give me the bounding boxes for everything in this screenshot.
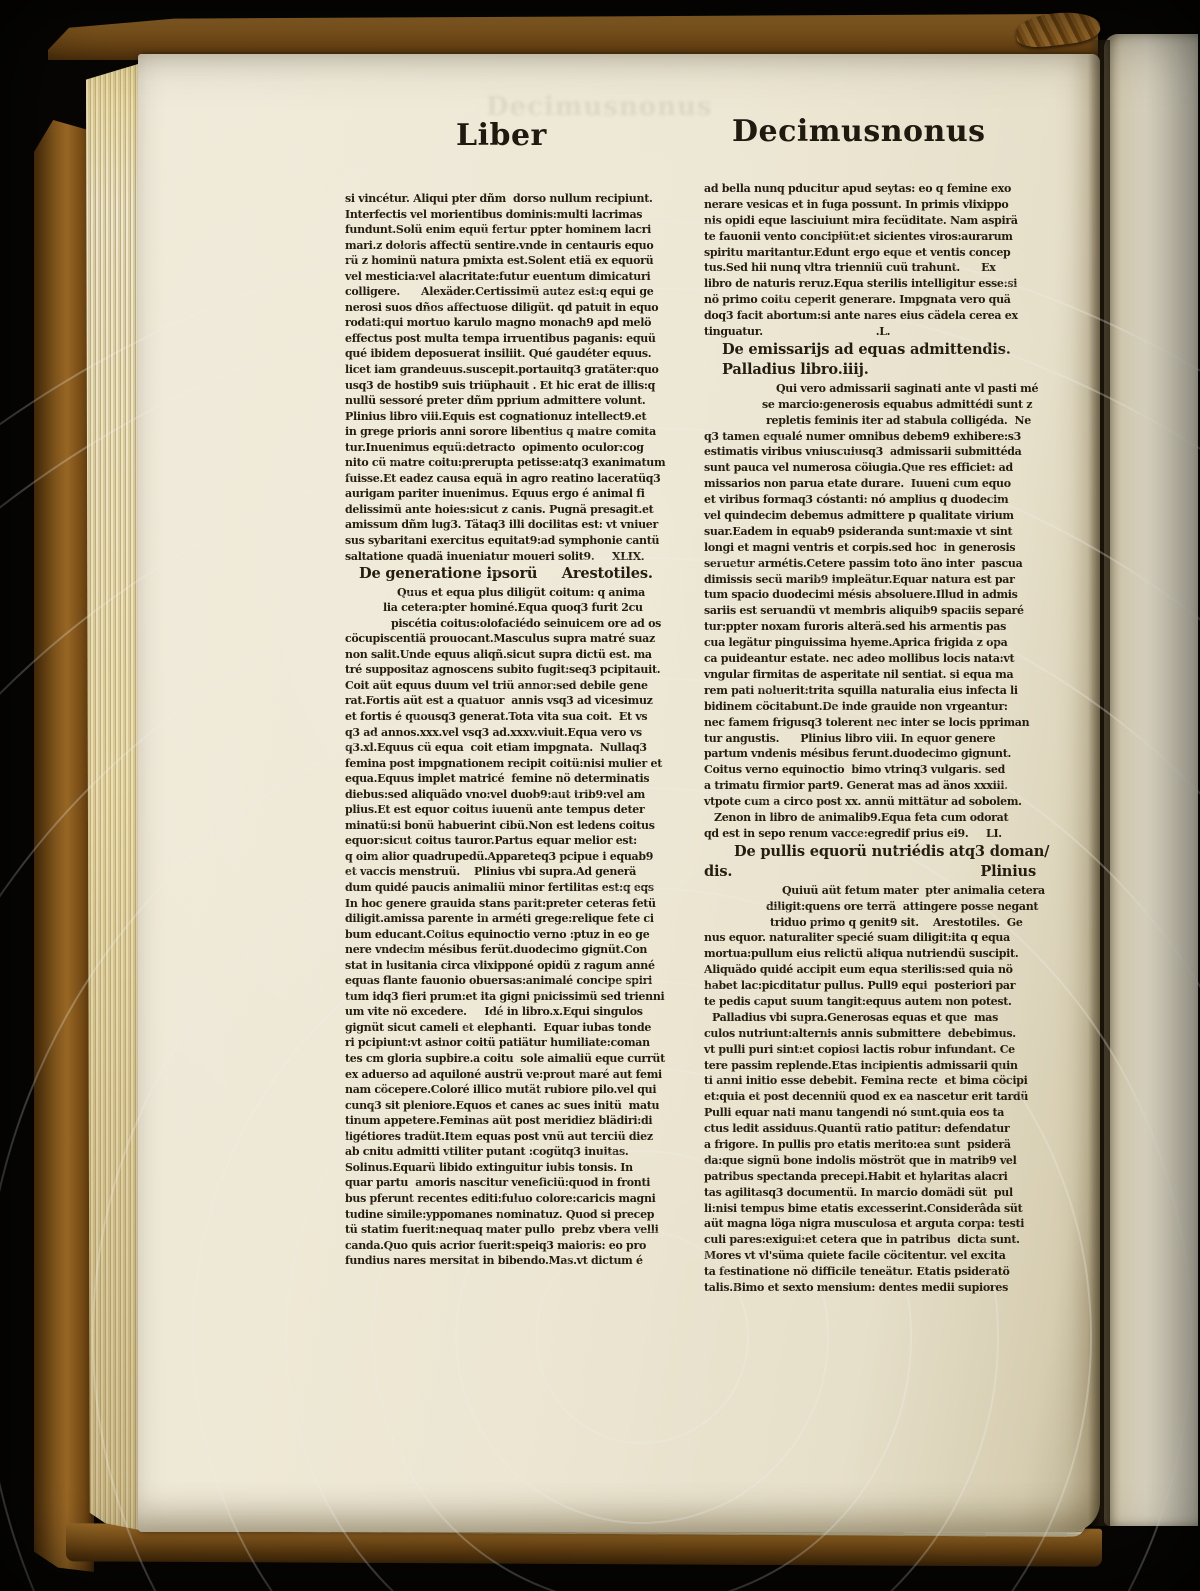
text-line: In hoc genere grauida stans parit:preter ceteras fetü xyxy=(345,896,656,910)
text-line: rü z hominü natura pmixta est.Solent etiä ex equorü xyxy=(345,254,654,268)
text-line: Mores vt vl'süma quiete facile cöcitentur. vel excita xyxy=(704,1249,1006,1263)
text-line: ab cnitu admitti vtiliter putant :cogütq3 inuitas. xyxy=(345,1145,629,1159)
text-line: equas flante fauonio obuersas:animalé concipe spiri xyxy=(345,974,652,988)
text-line: li:nisi tempus bime etatis excesserint.Considerâda süt xyxy=(704,1201,1023,1215)
text-line: bidinem cöcitabunt.De inde grauide non vrgeantur: xyxy=(704,699,1008,713)
text-line: Aliquädo quidé accipit eum equa sterilis:sed quia nö xyxy=(704,963,1013,977)
text-line: libro de naturis reruz.Equa sterilis intelligitur esse:si xyxy=(704,277,1018,291)
text-line: nerosi suos dños affectuose diligüt. qd patuit in equo xyxy=(345,300,659,314)
text-line: ex aduerso ad aquiloné austrü ve:prout maré aut femi xyxy=(345,1067,662,1081)
text-line: tur:ppter noxam furoris alterä.sed his armentis pas xyxy=(704,620,1006,634)
text-line: vtpote cum a circo post xx. annü mittätur ad sobolem. xyxy=(704,795,1022,809)
text-line: estimatis viribus vniuscuiusq3 admissarii submittéda xyxy=(704,445,1022,459)
text-line: patribus spectanda precepi.Habit et hylaritas alacri xyxy=(704,1169,1008,1183)
chapter-heading-line: Palladius libro.iiij. xyxy=(722,361,869,379)
text-line: tere passim replende.Etas incipientis admissarii quin xyxy=(704,1058,1018,1072)
text-line: et viribus formaq3 cóstanti: nó amplius q duodecim xyxy=(704,493,1009,507)
text-line: Plinius libro viii.Equis est cognationuz intellect9.et xyxy=(345,409,647,423)
text-line: fundunt.Solü enim equü fertur ppter hominem lacri xyxy=(345,223,651,237)
text-line: tinum appetere.Feminas aüt post meridiez blädiri:di xyxy=(345,1114,653,1128)
text-line: minatü:si bonü habuerint cibü.Non est ledens coitus xyxy=(345,818,655,832)
text-line: nus equor. naturaliter specié suam diligit:ita q equa xyxy=(704,931,1010,945)
text-line: tinguatur. .L. xyxy=(704,325,891,339)
text-line: vngular firmitas de asperitate nil sentiat. si equa ma xyxy=(704,667,1014,681)
text-line: bum educant.Coitus equinoctio verno :ptuz in eo ge xyxy=(345,927,650,941)
text-line: ligétiores tradüt.Item equas post vnü aut terciü diez xyxy=(345,1129,653,1143)
text-line: vel mesticia:vel alacritate:futur euentum dimicaturi xyxy=(345,269,651,283)
text-line: tas agilitasq3 documentü. In marcio domädi süt pul xyxy=(704,1185,1013,1199)
text-line: tes cm gloria supbire.a coitu sole aimaliü eque currüt xyxy=(345,1052,665,1066)
text-line: sunt pauca vel numerosa cöiugia.Que res efficiet: ad xyxy=(704,461,1013,475)
text-line: ca puideantur estate. nec adeo mollibus locis nata:vt xyxy=(704,652,1015,666)
text-line: Quus et equa plus diligüt coitum: q anima xyxy=(397,585,645,599)
text-line: usq3 de hostib9 suis triüphauit . Et hic erat de illis:q xyxy=(345,378,656,392)
text-line: q3 ad annos.xxx.vel vsq3 ad.xxxv.viuit.Equa vero vs xyxy=(345,725,642,739)
text-line: ta festinatione nö difficile teneätur. Etatis psideratö xyxy=(704,1265,1010,1279)
text-line: doq3 facit abortum:si ante nares eius cädela cerea ex xyxy=(704,309,1018,323)
text-line: tur angustis. Plinius libro viii. In equor genere xyxy=(704,731,996,745)
text-line: aüt magna löga nigra musculosa et arguta corpa: testi xyxy=(704,1217,1025,1231)
text-line: fuisse.Et eadez causa equä in agro reatino laceratüq3 xyxy=(345,471,661,485)
text-line: se marcio:generosis equabus admittédi sunt z xyxy=(762,397,1033,411)
text-line: fundius nares mersitat in bibendo.Mas.vt dictum é xyxy=(345,1254,643,1268)
text-line: talis.Bimo et sexto mensium: dentes medii supiores xyxy=(704,1281,1009,1294)
text-line: tü statim fuerit:nequaq mater pullo prebz vbera velli xyxy=(345,1223,659,1237)
text-line: equor:sicut coitus tauror.Partus equar melior est: xyxy=(345,834,637,848)
text-line: nere vndecim mésibus ferüt.duodecimo gignüt.Con xyxy=(345,943,648,957)
book-left-cover-board xyxy=(34,120,94,1572)
text-line: canda.Quo quis acrior fuerit:speiq3 maioris: eo pro xyxy=(345,1238,646,1252)
text-line: q3.xl.Equus cü equa coit etiam impgnata. Nullaq3 xyxy=(345,741,647,755)
text-line: plius.Et est equor coitus iuuenü ante tempus deter xyxy=(345,803,645,817)
text-line: saltatione quadä inueniatur moueri solit9. XLIX. xyxy=(345,549,645,563)
text-line: tur.Inuenimus equü:detracto opimento oculor:cog xyxy=(345,440,644,454)
text-line: dum quidé paucis animaliü minor fertilitas est:q eqs xyxy=(345,881,654,895)
text-line: cöcupiscentiä prouocant.Masculus supra matré suaz xyxy=(345,632,655,646)
text-line: longi et magni ventris et corpis.sed hoc in generosis xyxy=(704,540,1016,554)
text-line: nec famem frigusq3 tolerent nec inter se locis ppriman xyxy=(704,715,1030,729)
text-line: da:que signü bone indolis möströt que in matrib9 vel xyxy=(704,1153,1017,1167)
text-line: qd est in sepo renum vacce:egredif prius ei9. LI. xyxy=(704,826,1002,840)
text-line: et:quia et post decenniü quod ex ea nascetur erit tardü xyxy=(704,1090,1029,1104)
text-line: gignüt sicut cameli et elephanti. Equar iubas tonde xyxy=(345,1020,652,1034)
text-line: culi pares:exigui:et cetera que in patribus dicta sunt. xyxy=(704,1233,1020,1247)
text-line: Interfectis vel morientibus dominis:multi lacrimas xyxy=(345,207,643,221)
heading-source-attribution: Plinius xyxy=(980,863,1036,881)
text-line: te pedis caput suum tangit:equus autem non potest. xyxy=(704,994,1012,1008)
text-line: culos nutriunt:alternis annis submittere debebimus. xyxy=(704,1026,1016,1040)
text-line: diligit:quens ore terrä attingere posse negant xyxy=(766,899,1039,913)
text-line: te fauonii vento concipiüt:et sicientes viros:aurarum xyxy=(704,229,1013,243)
text-line: Coitus verno equinoctio bimo vtrinq3 vulgaris. sed xyxy=(704,763,1005,777)
text-line: tré suppositaz agnoscens subito fugit:seq3 pcipitauit. xyxy=(345,663,661,677)
text-line: nito cü matre coitu:prerupta petisse:atq3 exanimatum xyxy=(345,456,666,470)
text-line: tum idq3 fieri prum:et ita gigni pnicissimü sed trienni xyxy=(345,989,665,1003)
text-line: amissum dñm lug3. Tätaq3 illi docilitas est: vt vniuer xyxy=(345,518,658,532)
text-line: missarios non parua etate durare. Iuueni cum equo xyxy=(704,477,1011,491)
chapter-heading-line: De generatione ipsorü Arestotiles. xyxy=(359,565,653,583)
chapter-heading-line xyxy=(704,862,1042,883)
running-header-liber: Liber xyxy=(456,118,547,153)
text-line: q oim alior quadrupedü.Appareteq3 pcipue i equab9 xyxy=(345,849,654,863)
text-line: quar partu amoris nascitur veneficiü:quod in fronti xyxy=(345,1176,651,1190)
gutter-shadow xyxy=(1088,40,1110,1526)
text-line: repletis feminis iter ad stabula colligéda. Ne xyxy=(766,413,1031,427)
text-line: rat.Fortis aüt est a quatuor annis vsq3 ad vicesimuz xyxy=(345,694,653,708)
running-header-decimusnonus: Decimusnonus xyxy=(732,114,986,149)
text-line: diligit.amissa parente in arméti grege:relique fete ci xyxy=(345,912,654,926)
text-line: seruetur armétis.Cetere passim toto äno inter pascua xyxy=(704,556,1023,570)
text-line: a frigore. In pullis pro etatis merito:ea sunt psiderä xyxy=(704,1137,1011,1151)
text-line: cunq3 sit pleniore.Equos et canes ac sues initü matu xyxy=(345,1098,660,1112)
text-line: bus pferunt recentes editi:fuluo colore:caricis magni xyxy=(345,1191,656,1205)
text-line: Coit aüt equus duum vel triü annor:sed debile gene xyxy=(345,678,648,692)
text-line: ad bella nunq pducitur apud seytas: eo q femine exo xyxy=(704,182,1011,195)
text-line: q3 tamen equalé numer omnibus debem9 exhibere:s3 xyxy=(704,429,1022,443)
text-line: stat in lusitania circa vlixipponé opidü z ragum anné xyxy=(345,958,655,972)
text-line: dimissis secü marib9 impleätur.Equar natura est par xyxy=(704,572,1015,586)
text-line: Qui vero admissarii saginati ante vl pasti mé xyxy=(776,381,1039,395)
text-line: et fortis é quousq3 generat.Tota vita sua coit. Et vs xyxy=(345,710,648,723)
text-line: mortua:pullum eius relictü aliqua nutriendü suscipit. xyxy=(704,947,1019,961)
text-line: tus.Sed hii nunq vltra trienniü cuü trahunt. Ex xyxy=(704,261,996,275)
text-line: a trimatu firmior part9. Generat mas ad änos xxxiii. xyxy=(704,779,1008,793)
text-line: Zenon in libro de animalib9.Equa feta cum odorat xyxy=(714,810,1009,824)
text-line: femina post impgnationem recipit coitü:nisi mulier et xyxy=(345,756,663,770)
text-line: ctus ledit assiduus.Quantü ratio patitur: defendatur xyxy=(704,1122,1010,1136)
text-line: non salit.Unde equus aliqñ.sicut supra dictü est. ma xyxy=(345,647,652,661)
text-line: ti anni initio esse debebit. Femina recte et bima cöcipi xyxy=(704,1074,1028,1088)
text-line: delissimü ante hoies:sicut z canis. Pugnä presagit.et xyxy=(345,502,654,516)
text-line: si vincétur. Aliqui pter dñm dorso nullum recipiunt. xyxy=(345,192,653,205)
text-line: Solinus.Equarü libido extinguitur iubis tonsis. In xyxy=(345,1160,633,1174)
text-line: effectus post multa tempa irruentibus paganis: equü xyxy=(345,331,656,345)
text-line: tum spacio duodecimi mésis absoluere.Illud in admis xyxy=(704,588,1018,602)
text-line: habet lac:picditatur pullus. Pull9 equi posteriori par xyxy=(704,979,1016,993)
text-line: nö primo coitu ceperit generare. Impgnata vero quä xyxy=(704,293,1011,307)
showthrough-text: Decimusnonus xyxy=(486,92,713,122)
text-line: um vite nö excedere. Idé in libro.x.Equi singulos xyxy=(345,1005,643,1019)
text-line: aurigam pariter inuenimus. Equus ergo é animal fi xyxy=(345,487,645,501)
text-line: cua legätur pinguissima hyeme.Aprica frigida z opa xyxy=(704,636,1008,650)
text-line: triduo primo q genit9 sit. Arestotiles. Ge xyxy=(770,915,1023,929)
text-line: nis opidi eque lasciuiunt mira fecüditate. Nam aspirä xyxy=(704,213,1018,227)
text-line: nullü sessoré preter dñm pprium admittere volunt. xyxy=(345,394,646,408)
text-line: piscétia coitus:olofaciédo seinuicem ore ad os xyxy=(391,616,662,630)
text-line: vt pulli puri sint:et copiosi lactis robur infundant. Ce xyxy=(704,1042,1015,1056)
text-line: in grege prioris anni sorore libentius q matre comita xyxy=(345,425,656,439)
text-line: Quiuü aüt fetum mater pter animalia cetera xyxy=(782,883,1045,897)
text-line: vel quindecim debemus admittere p qualitate virium xyxy=(704,509,1014,523)
text-line: lia cetera:pter hominé.Equa quoq3 furit 2cu xyxy=(383,601,643,615)
text-line: partum vndenis mésibus ferunt.duodecimo gignunt. xyxy=(704,747,1012,761)
text-line: diebus:sed aliquädo vno:vel duob9:aut trib9:vel am xyxy=(345,787,645,801)
text-line: tudine simile:yppomanes nominatuz. Quod si precep xyxy=(345,1207,655,1221)
text-line: nam cöcepere.Coloré illico mutät rubiore pilo.vel qui xyxy=(345,1083,657,1097)
text-line: spiritu maritantur.Edunt ergo eque et ventis concep xyxy=(704,245,1011,259)
facing-page xyxy=(1104,34,1198,1526)
chapter-heading-line: De pullis equorü nutriédis atq3 doman/ xyxy=(734,842,1050,860)
text-line: sus sybaritani exercitus equitat9:ad symphonie cantü xyxy=(345,534,660,548)
text-line: sariis est seruandü vt membris aliquib9 spaciis separé xyxy=(704,604,1024,618)
heading-left-part: dis. xyxy=(704,863,733,881)
text-line: Pulli equar nati manu tangendi nó sunt.quia eos ta xyxy=(704,1106,1005,1120)
text-line: nerare vesicas et in fuga possunt. In primis vlixippo xyxy=(704,197,1009,211)
text-column-left xyxy=(345,191,679,1269)
chapter-heading-line: De emissarijs ad equas admittendis. xyxy=(722,340,1011,358)
text-line: ri pcipiunt:vt asinor coitü patiätur humiliate:coman xyxy=(345,1036,650,1050)
text-line: qué ibidem deposuerat insiliit. Qué gaudéter equus. xyxy=(345,347,652,361)
text-line: colligere. Alexäder.Certissimü autez est:q equi ge xyxy=(345,285,654,299)
open-left-page xyxy=(138,54,1100,1532)
text-line: suar.Eadem in equab9 psideranda sunt:maxie vt sint xyxy=(704,524,1013,538)
text-line: mari.z doloris affectü sentire.vnde in centauris equo xyxy=(345,238,654,252)
text-line: rodati:qui mortuo karulo magno monach9 apd melö xyxy=(345,316,652,330)
text-line: licet iam grandeuus.suscepit.portauitq3 gratäter:quo xyxy=(345,363,659,377)
text-line: rem pati noluerit:trita squilla naturalia eius infecta li xyxy=(704,683,1018,697)
text-line: Palladius vbi supra.Generosas equas et que mas xyxy=(712,1010,999,1024)
text-column-right xyxy=(704,181,1050,1296)
text-line: et vaccis menstruü. Plinius vbi supra.Ad generä xyxy=(345,865,637,879)
text-line: equa.Equus implet matricé femine nö determinatis xyxy=(345,772,650,786)
